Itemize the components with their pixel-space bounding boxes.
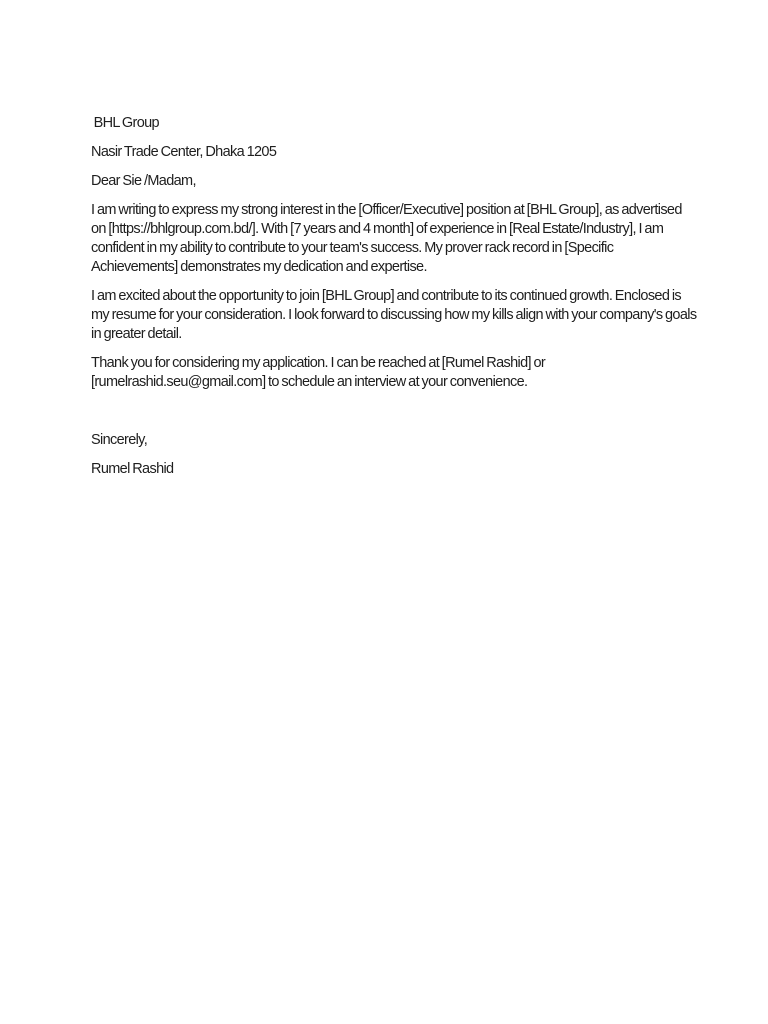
cover-letter — [91, 114, 700, 479]
recipient-company: BHL Group — [91, 115, 159, 131]
body-paragraph-2: I am excited about the opportunity to join [BHL Group] and contribute to its continued growth. Enclosed is my resume for your consideration. I look forward to discussing how my kills align with your company's goals in greater detail. — [91, 288, 700, 342]
recipient-address: Nasir Trade Center, Dhaka 1205 — [91, 144, 277, 160]
body-paragraph-3: Thank you for considering my application. I can be reached at [Rumel Rashid] or [rumelrashid.seu@gmail.com] to schedule an interview at your convenience. — [91, 355, 548, 390]
signature-gap — [91, 402, 700, 431]
body-paragraph-1: I am writing to express my strong interest in the [Officer/Executive] position at [BHL Group], as advertised on [https://bhlgroup.com.bd/]. With [7 years and 4 month] of experience in [Real Estate/Industry], I am confident in my ability to contribute to your team's success. My prover rack record in [Specific Achievements] demonstrates my dedication and expertise. — [91, 202, 685, 275]
salutation: Dear Sie /Madam, — [91, 173, 196, 189]
signature-name: Rumel Rashid — [91, 461, 174, 477]
closing: Sincerely, — [91, 432, 148, 448]
